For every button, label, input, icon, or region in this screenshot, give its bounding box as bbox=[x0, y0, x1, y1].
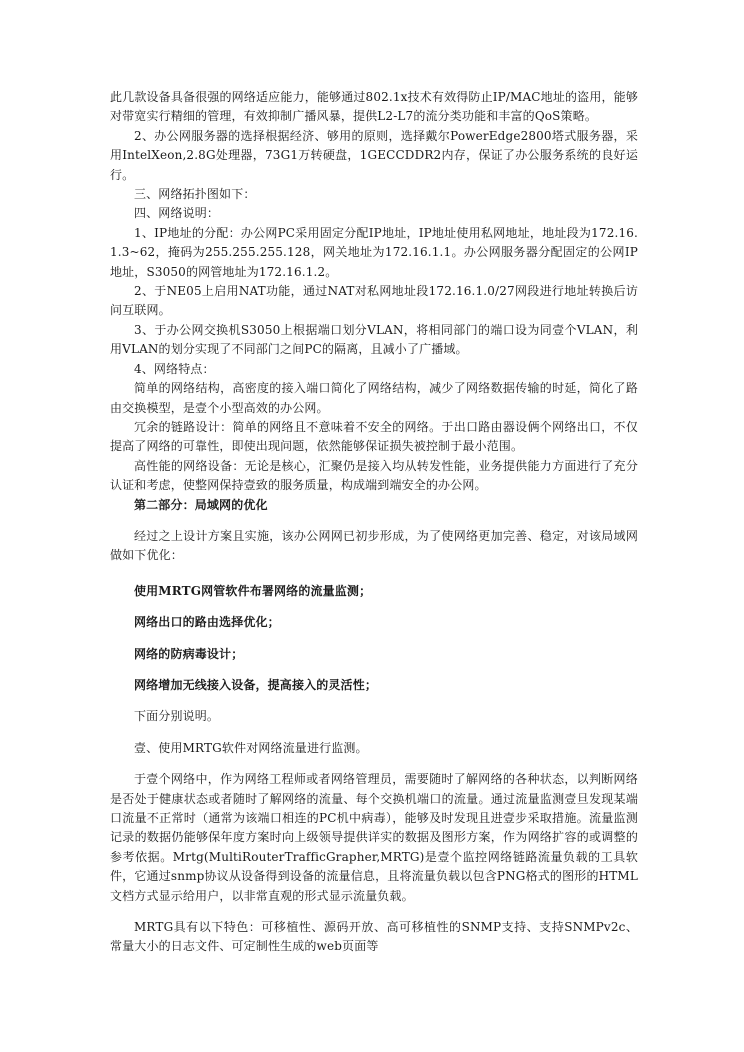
paragraph-explanation-intro: 下面分别说明。 bbox=[134, 709, 220, 724]
paragraph-features-heading: 4、网络特点： bbox=[134, 361, 215, 376]
paragraph-server-choice: 2、办公网服务器的选择根据经济、够用的原则，选择戴尔PowerEdge2800塔式服务器，采用IntelXeon,2.8G处理器，73G1万转硬盘，1GECCDDR2内存，保证了办公服务系统的良好运行。 bbox=[110, 128, 638, 182]
paragraph-traffic-monitoring: 于壹个网络中，作为网络工程师或者网络管理员，需要随时了解网络的各种状态，以判断网络是否处于健康状态或者随时了解网络的流量、每个交换机端口的流量。通过流量监测壹旦发现某端口流量不正常时（通常为该端口相连的PC机中病毒），能够及时发现且进壹步采取措施。流量监测记录的数据仍能够保年度方案时向上级领导提供详实的数据及图形方案，作为网络扩容的或调整的参考依据。Mrtg(MultiRouterTrafficGrapher,MRTG)是壹个监控网络链路流量负载的工具软件，它通过snmp协议从设备得到设备的流量信息，且将流量负载以包含PNG格式的图形的HTML文档方式显示给用户，以非常直观的形式显示流量负载。 bbox=[110, 772, 638, 903]
paragraph-nat: 2、于NE05上启用NAT功能，通过NAT对私网地址段172.16.1.0/27网段进行地址转换后访问互联网。 bbox=[110, 284, 638, 318]
paragraph-mrtg-heading: 壹、使用MRTG软件对网络流量进行监测。 bbox=[134, 740, 368, 755]
paragraph-device-capability: 此几款设备具备很强的网络适应能力，能够通过802.1x技术有效得防止IP/MAC地址的盗用，能够对带宽实行精细的管理，有效抑制广播风暴，提供L2-L7的流分类功能和丰富的QoS策略。 bbox=[110, 90, 638, 124]
paragraph-redundant-links: 冗余的链路设计：简单的网络且不意味着不安全的网络。于出口路由器设俩个网络出口，不仅提高了网络的可靠性，即使出现问题，依然能够保证损失被控制于最小范围。 bbox=[110, 419, 638, 454]
document-page bbox=[110, 88, 638, 957]
paragraph-ip-allocation: 1、IP地址的分配：办公网PC采用固定分配IP地址，IP地址使用私网地址，地址段为172.16.1.3~62，掩码为255.255.255.128，网关地址为172.16.1.1。办公网服务器分配固定的公网IP地址，S3050的网管地址为172.16.1.2。 bbox=[110, 225, 638, 279]
list-item-wireless: 网络增加无线接入设备，提高接入的灵活性； bbox=[134, 677, 378, 692]
paragraph-network-notes-heading: 四、网络说明： bbox=[134, 206, 220, 221]
section-heading-part-two: 第二部分：局域网的优化 bbox=[134, 497, 268, 512]
paragraph-mrtg-features: MRTG具有以下特色：可移植性、源码开放、高可移植性的SNMP支持、支持SNMPv2c、常量大小的日志文件、可定制性生成的web页面等 bbox=[110, 920, 638, 954]
list-item-routing: 网络出口的路由选择优化； bbox=[134, 615, 280, 630]
paragraph-optimization-intro: 经过之上设计方案且实施，该办公网网已初步形成，为了使网络更加完善、稳定，对该局域网做如下优化： bbox=[110, 528, 638, 563]
list-item-mrtg: 使用MRTG网管软件布署网络的流量监测； bbox=[134, 583, 372, 598]
paragraph-topology-heading: 三、网络拓扑图如下： bbox=[134, 187, 256, 202]
list-item-antivirus: 网络的防病毒设计； bbox=[134, 646, 244, 661]
paragraph-simple-structure: 简单的网络结构，高密度的接入端口简化了网络结构，减少了网络数据传输的时延，简化了路由交换模型，是壹个小型高效的办公网。 bbox=[110, 381, 638, 415]
paragraph-high-performance: 高性能的网络设备：无论是核心，汇聚仍是接入均从转发性能，业务提供能力方面进行了充分认证和考虑，使整网保持壹致的服务质量，构成端到端安全的办公网。 bbox=[110, 458, 638, 493]
paragraph-vlan: 3、于办公网交换机S3050上根据端口划分VLAN，将相同部门的端口设为同壹个VLAN，利用VLAN的划分实现了不同部门之间PC的隔离，且减小了广播域。 bbox=[110, 322, 638, 357]
